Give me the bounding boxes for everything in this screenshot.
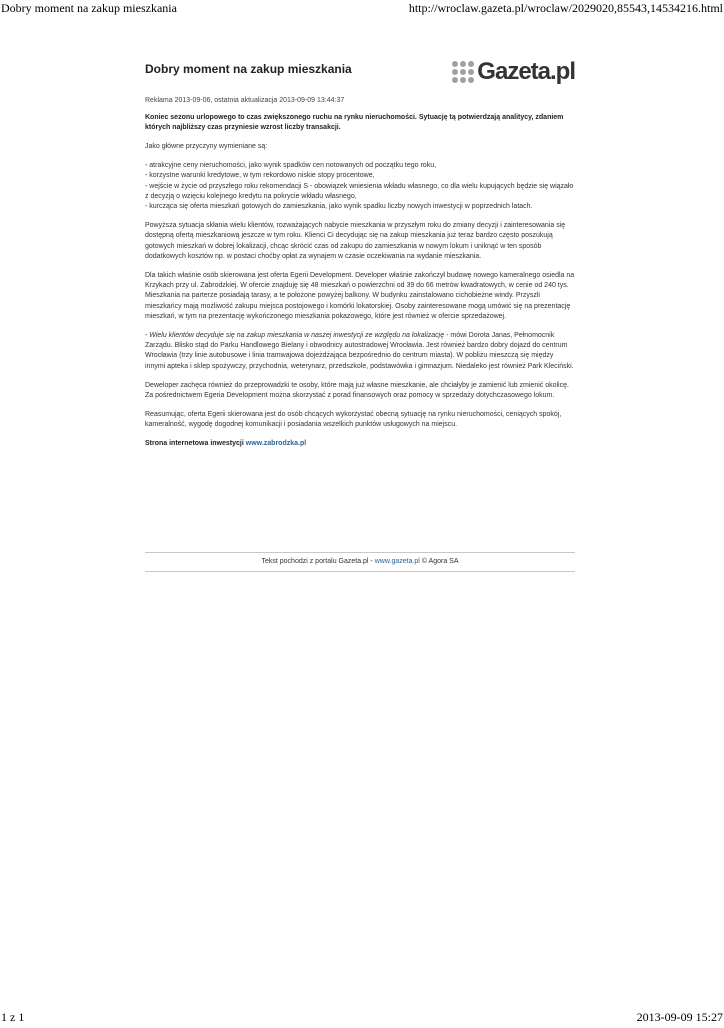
investment-website bbox=[145, 440, 575, 447]
website-label: Strona internetowa inwestycji bbox=[145, 439, 244, 447]
logo-dots-icon bbox=[452, 61, 474, 83]
list-item: - kurcząca się oferta mieszkań gotowych do zamieszkania, jako wynik spadku liczby nowych inwestycji w poprzednich latach. bbox=[145, 203, 533, 211]
quote: - Wielu klientów decyduje się na zakup mieszkania w naszej inwestycji ze względu na lokalizację bbox=[145, 332, 445, 340]
website-link[interactable]: www.zabrodzka.pl bbox=[245, 439, 307, 447]
gazeta-logo bbox=[452, 58, 575, 86]
source-footer bbox=[145, 552, 575, 572]
print-datetime: 2013-09-09 15:27 bbox=[636, 1010, 723, 1024]
paragraph-3 bbox=[145, 331, 575, 372]
list-item: - atrakcyjne ceny nieruchomości, jako wynik spadków cen notowanych od początku tego roku, bbox=[145, 162, 437, 170]
source-text: Tekst pochodzi z portalu Gazeta.pl - bbox=[261, 558, 373, 565]
article bbox=[145, 55, 575, 447]
article-header bbox=[145, 55, 575, 97]
print-header-title: Dobry moment na zakup mieszkania bbox=[1, 1, 177, 15]
article-lead: Koniec sezonu urlopowego to czas zwiększonego ruchu na rynku nieruchomości. Sytuację tą potwierdzają analitycy, zdaniem których najbliższy czas przyniesie wzrost liczby transakcji. bbox=[145, 114, 564, 131]
list-item: - korzystne warunki kredytowe, w tym rekordowo niskie stopy procentowe, bbox=[145, 172, 375, 180]
paragraph-4: Deweloper zachęca również do przeprowadzki te osoby, które mają już własne mieszkanie, ale chciałyby je zamienić lub zmienić okolicę. Za pośrednictwem Egeria Development można skorzystać z porad finansowych oraz pomocy w sprzedaży dotychczasowego lokum. bbox=[145, 381, 569, 400]
copyright-text: © Agora SA bbox=[421, 558, 459, 565]
print-header-url: http://wroclaw.gazeta.pl/wroclaw/2029020,85543,14534216.html bbox=[408, 1, 723, 15]
logo-text: Gazeta.pl bbox=[477, 58, 575, 85]
quote-attribution: - mówi Dorota Janas, Pełnomocnik Zarządu. Blisko stąd do Parku Handlowego Bielany i obwodnicy autostradowej Wrocławia. Jest również bardzo dobry dojazd do centrum Wrocławia (trzy linie autobusowe i linia tramwajowa dojeżdżająca bezpośrednio do centrum miasta). W pobliżu mieszczą się między innymi apteka i sklep spożywczy, przychodnia, weterynarz, przedszkole, podstawówka i gimnazjum. Niedaleko jest również Park Kleciński. bbox=[145, 332, 574, 370]
paragraph-5: Reasumując, oferta Egerii skierowana jest do osób chcących wykorzystać obecną sytuację na rynku nieruchomości, ceniących spokój, kameralność, wygodę dogodnej komunikacji i posiadania wszelkich punktów usługowych na miejscu. bbox=[145, 411, 562, 429]
print-footer bbox=[0, 1010, 724, 1028]
gazeta-link[interactable]: www.gazeta.pl bbox=[374, 558, 420, 565]
paragraph-1: Powyższa sytuacja skłania wielu klientów, rozważających nabycie mieszkania w przyszłym roku do zmiany decyzji i zainteresowania się dostępną ofertą mieszkaniową jeszcze w tym roku. Klienci Ci decydując się na zakup mieszkania już teraz bardzo często poszukują gotowych mieszkań w dobrej lokalizacji, chcąc skrócić czas od zakupu do zamieszkania w nowym lokum i uniknąć w ten sposób dodatkowych kosztów np. w postaci choćby opłat za wynajem w czasie oczekiwania na wydanie mieszkania. bbox=[145, 222, 566, 260]
article-meta: Reklama 2013-09-06, ostatnia aktualizacja 2013-09-09 13:44:37 bbox=[145, 97, 345, 104]
reasons-list bbox=[145, 161, 575, 212]
print-header bbox=[0, 1, 724, 19]
page-number: 1 z 1 bbox=[1, 1010, 25, 1024]
reasons-intro: Jako główne przyczyny wymieniane są: bbox=[145, 143, 268, 150]
list-item: - wejście w życie od przyszłego roku rekomendacji S - obowiązek wniesienia wkładu własnego, co dla wielu kupujących będzie się wiązało z decyzją o wzięciu kolejnego kredytu na pokrycie wkładu własnego, bbox=[145, 182, 574, 200]
article-title: Dobry moment na zakup mieszkania bbox=[145, 62, 352, 76]
paragraph-2: Dla takich właśnie osób skierowana jest oferta Egerii Development. Developer właśnie zakończył budowę nowego kameralnego osiedla na Krzykach przy ul. Zabrodzkiej. W ofercie znajduję się 48 mieszkań o powierzchni od 39 do 66 metrów kwadratowych, w cenie od 240 tys. Mieszkania na parterze posiadają tarasy, a te położone powyżej balkony. W budynku zainstalowano cichobieżne windy. Przyszli mieszkańcy mają możliwość zakupu miejsca postojowego i komórki lokatorskiej. Osoby zainteresowane mogą umówić się na prezentację mieszkań, w tym na prezentację wykończonego mieszkania pokazowego, które jest również w ofercie sprzedażowej. bbox=[145, 272, 575, 320]
